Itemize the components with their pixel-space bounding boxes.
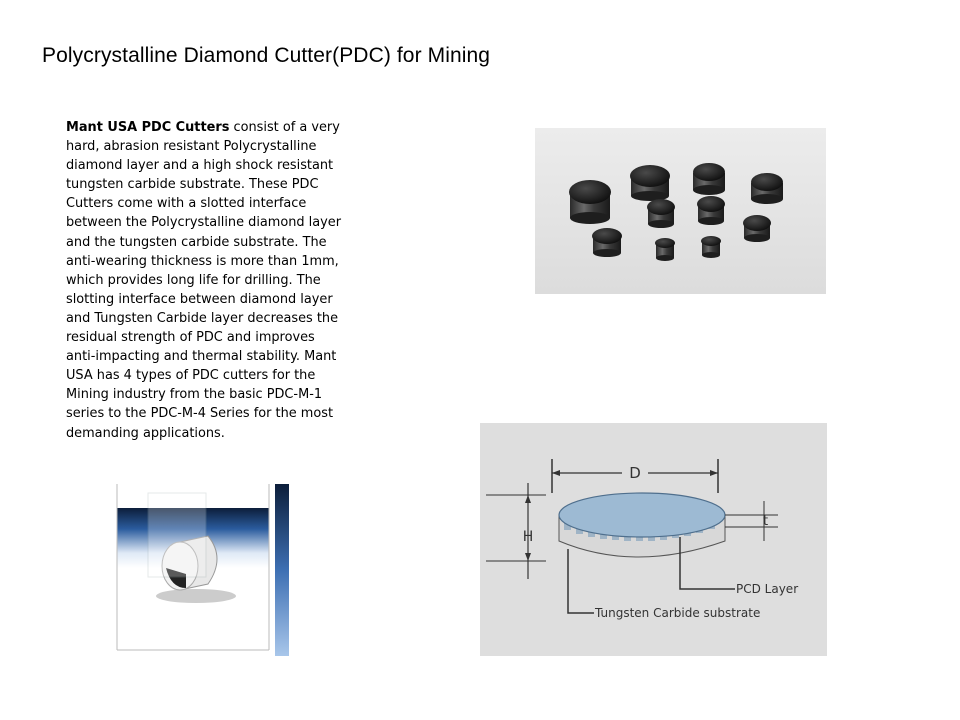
diagram-label-substrate: Tungsten Carbide substrate xyxy=(595,606,761,620)
description-body: consist of a very hard, abrasion resistant Polycrystalline diamond layer and a high shock resistant tungsten carbide substrate. These PDC Cutters come with a slotted interface between the Polycrystalline diamond layer and the tungsten carbide substrate. The anti-wearing thickness is more than 1mm, which provides long life for drilling. The slotting interface between diamond layer and Tungsten Carbide layer decreases the residual strength of PDC and improves anti-impacting and thermal stability. Mant USA has 4 types of PDC cutters for the Mining industry from the basic PDC-M-1 series to the PDC-M-4 Series for the most demanding applications. xyxy=(66,120,342,441)
diagram-label-t: t xyxy=(763,514,769,529)
description-lead: Mant USA PDC Cutters xyxy=(66,120,230,135)
pdc-cutters-photo xyxy=(535,128,826,294)
description-paragraph xyxy=(66,118,348,443)
diagram-label-h: H xyxy=(522,529,534,545)
diagram-label-d: D xyxy=(629,464,641,482)
diagram-label-pcd: PCD Layer xyxy=(736,582,799,596)
slide-title: Polycrystalline Diamond Cutter(PDC) for Mining xyxy=(42,44,491,67)
pdc-cutter-render xyxy=(116,484,291,656)
pdc-dimension-diagram xyxy=(480,423,827,656)
